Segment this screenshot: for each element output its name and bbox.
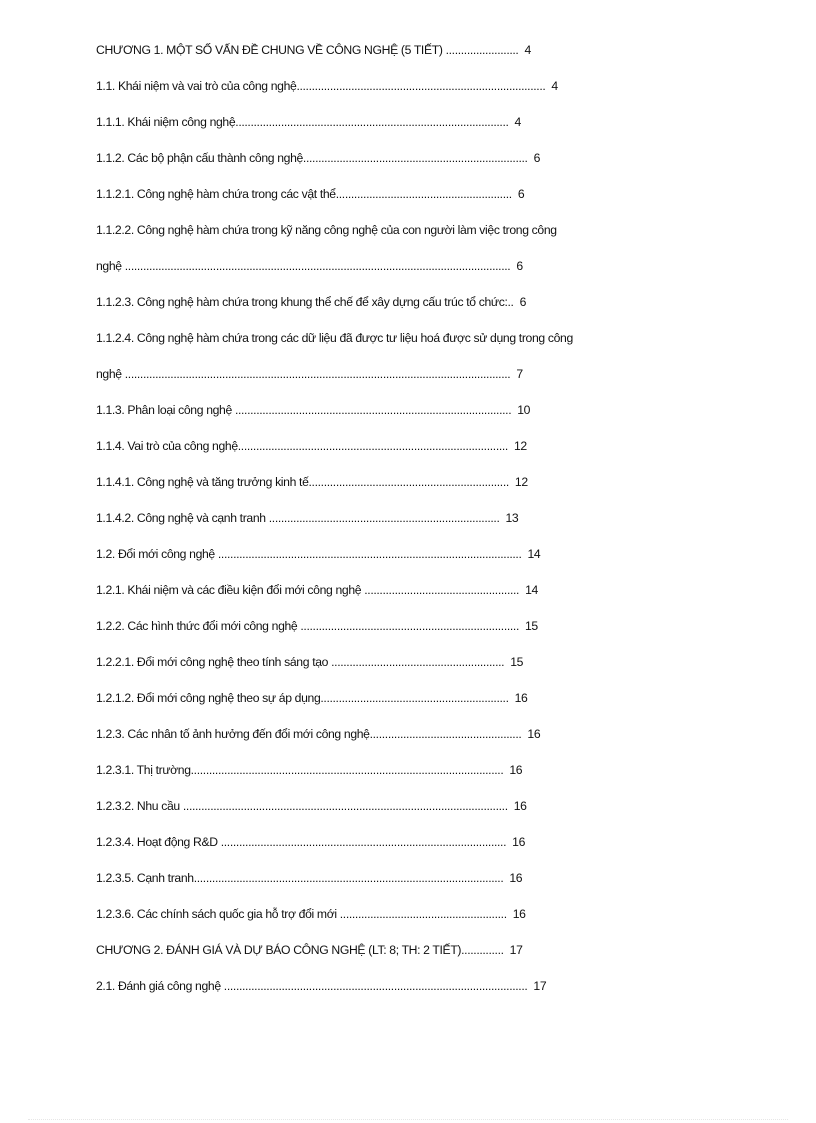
toc-entry-page: 4 bbox=[524, 43, 531, 57]
toc-entry-title: 1.2.3.4. Hoạt động R&D .............................................................................................. bbox=[96, 835, 507, 849]
toc-entry[interactable] bbox=[96, 254, 523, 278]
toc-entry-page: 16 bbox=[514, 691, 528, 705]
toc-entry[interactable] bbox=[96, 758, 522, 782]
toc-entry[interactable] bbox=[96, 218, 563, 242]
page-bottom-divider bbox=[28, 1119, 788, 1120]
toc-entry-title: 1.1. Khái niệm và vai trò của công nghệ.................................................................................. bbox=[96, 79, 546, 93]
toc-entry-title: 1.2.2. Các hình thức đổi mới công nghệ ........................................................................ bbox=[96, 619, 519, 633]
toc-entry[interactable] bbox=[96, 938, 523, 962]
toc-entry-title: CHƯƠNG 2. ĐÁNH GIÁ VÀ DỰ BÁO CÔNG NGHỆ (LT: 8; TH: 2 TIẾT).............. bbox=[96, 943, 504, 957]
toc-entry-page: 14 bbox=[525, 583, 538, 597]
toc-entry-title: 1.2.1.2. Đổi mới công nghệ theo sự áp dụng.............................................................. bbox=[96, 691, 509, 705]
toc-entry[interactable] bbox=[96, 794, 527, 818]
toc-entry[interactable] bbox=[96, 542, 540, 566]
toc-entry-page: 17 bbox=[533, 979, 547, 993]
toc-entry[interactable] bbox=[96, 362, 523, 386]
toc-entry-page: 4 bbox=[514, 115, 521, 129]
toc-entry[interactable] bbox=[96, 290, 526, 314]
toc-entry[interactable] bbox=[96, 614, 538, 638]
toc-entry-page: 4 bbox=[551, 79, 558, 93]
toc-entry-title: CHƯƠNG 1. MỘT SỐ VẤN ĐỀ CHUNG VỀ CÔNG NGHỆ (5 TIẾT) ........................ bbox=[96, 43, 519, 57]
toc-entry[interactable] bbox=[96, 74, 558, 98]
toc-entry-title: 1.1.2.4. Công nghệ hàm chứa trong các dữ liệu đã được tư liệu hoá được sử dụng trong công bbox=[96, 331, 573, 345]
toc-entry-page: 13 bbox=[505, 511, 519, 525]
toc-entry[interactable] bbox=[96, 146, 540, 170]
toc-entry[interactable] bbox=[96, 830, 525, 854]
toc-entry[interactable] bbox=[96, 398, 530, 422]
toc-entry[interactable] bbox=[96, 974, 546, 998]
toc-entry-page: 12 bbox=[514, 475, 528, 489]
toc-entry[interactable] bbox=[96, 38, 531, 62]
toc-entry-page: 14 bbox=[527, 547, 541, 561]
toc-entry-page: 10 bbox=[517, 403, 531, 417]
toc-entry-title: 1.1.2.2. Công nghệ hàm chứa trong kỹ năng công nghệ của con người làm việc trong công bbox=[96, 223, 557, 237]
toc-entry-title: 1.2.3.2. Nhu cầu ........................................................................................................... bbox=[96, 799, 508, 813]
toc-entry-title: 1.1.4.1. Công nghệ và tăng trưởng kinh tế.................................................................. bbox=[96, 475, 509, 489]
toc-entry-title: 1.2.1. Khái niệm và các điều kiện đổi mới công nghệ ................................................... bbox=[96, 583, 520, 597]
toc-entry[interactable] bbox=[96, 722, 540, 746]
toc-entry-page: 16 bbox=[527, 727, 541, 741]
toc-entry[interactable] bbox=[96, 506, 518, 530]
toc-entry-title: 1.1.2.3. Công nghệ hàm chứa trong khung thể chế để xây dựng cấu trúc tổ chức:.. bbox=[96, 295, 514, 309]
toc-entry-title: 1.2.3.1. Thị trường....................................................................................................... bbox=[96, 763, 504, 777]
toc-entry-title: 1.2. Đổi mới công nghệ .................................................................................................... bbox=[96, 547, 522, 561]
toc-entry-page: 16 bbox=[509, 871, 523, 885]
toc-entry[interactable] bbox=[96, 686, 527, 710]
toc-entry-title: 1.2.2.1. Đổi mới công nghệ theo tính sáng tạo ......................................................... bbox=[96, 655, 505, 669]
toc-entry-page: 17 bbox=[509, 943, 523, 957]
toc-entry-title: 1.2.3. Các nhân tố ảnh hưởng đến đổi mới công nghệ.................................................. bbox=[96, 727, 522, 741]
toc-entry-title: 1.1.2.1. Công nghệ hàm chứa trong các vật thể.......................................................... bbox=[96, 187, 512, 201]
toc-entry[interactable] bbox=[96, 470, 528, 494]
toc-entry-title: 1.1.1. Khái niệm công nghệ.......................................................................................... bbox=[96, 115, 509, 129]
toc-entry[interactable] bbox=[96, 650, 523, 674]
toc-entry-page: 7 bbox=[516, 367, 523, 381]
toc-entry[interactable] bbox=[96, 434, 527, 458]
toc-entry[interactable] bbox=[96, 182, 524, 206]
toc-entry-title: nghệ ............................................................................................................................... bbox=[96, 367, 511, 381]
toc-entry-page: 15 bbox=[510, 655, 524, 669]
toc-entry-page: 12 bbox=[513, 439, 527, 453]
toc-entry-page: 6 bbox=[516, 259, 523, 273]
toc-entry-title: 1.1.4. Vai trò của công nghệ......................................................................................... bbox=[96, 439, 508, 453]
toc-entry-title: 1.2.3.5. Cạnh tranh...................................................................................................... bbox=[96, 871, 504, 885]
toc-entry-page: 16 bbox=[512, 907, 526, 921]
toc-entry-page: 6 bbox=[519, 295, 527, 309]
toc-entry[interactable] bbox=[96, 326, 579, 350]
toc-entry-page: 16 bbox=[512, 835, 525, 849]
toc-entry-title: 1.2.3.6. Các chính sách quốc gia hỗ trợ đổi mới ....................................................... bbox=[96, 907, 507, 921]
toc-entry-title: 1.1.3. Phân loại công nghệ ........................................................................................... bbox=[96, 403, 512, 417]
toc-entry[interactable] bbox=[96, 110, 521, 134]
toc-entry-page: 16 bbox=[509, 763, 523, 777]
toc-entry-title: nghệ ............................................................................................................................... bbox=[96, 259, 511, 273]
toc-entry[interactable] bbox=[96, 578, 538, 602]
toc-entry-page: 15 bbox=[525, 619, 538, 633]
toc-entry[interactable] bbox=[96, 902, 526, 926]
toc-entry-page: 6 bbox=[533, 151, 541, 165]
toc-entry-page: 16 bbox=[513, 799, 527, 813]
toc-entry-title: 2.1. Đánh giá công nghệ .................................................................................................... bbox=[96, 979, 528, 993]
toc-entry[interactable] bbox=[96, 866, 522, 890]
toc-entry-title: 1.1.4.2. Công nghệ và cạnh tranh ............................................................................ bbox=[96, 511, 500, 525]
toc-entry-page: 6 bbox=[517, 187, 525, 201]
toc-entry-title: 1.1.2. Các bộ phận cấu thành công nghệ.......................................................................... bbox=[96, 151, 528, 165]
